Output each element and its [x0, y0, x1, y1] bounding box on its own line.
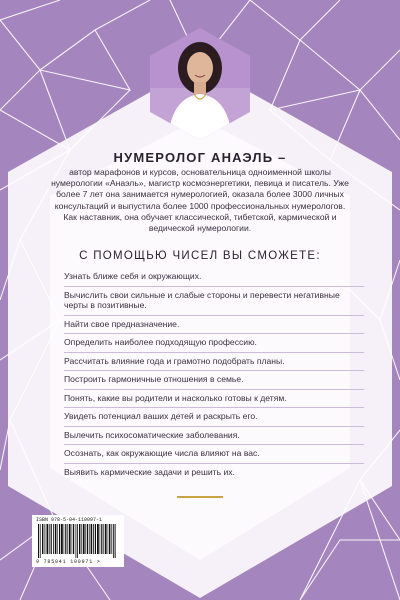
barcode-icon	[38, 524, 118, 558]
list-item: Определить наиболее подходящую профессию.	[64, 334, 364, 353]
list-item: Выявить кармические задачи и решить их.	[64, 466, 235, 477]
isbn-digits: 9 785041 100971 >	[36, 559, 101, 565]
list-item: Рассчитать влияние года и грамотно подобрать планы.	[64, 353, 364, 372]
list-item: Узнать ближе себя и окружающих.	[64, 268, 364, 287]
gold-divider	[177, 496, 223, 498]
list-item: Осознать, как окружающие числа влияют на вас.	[64, 445, 364, 464]
list-item: Вылечить психосоматические заболевания.	[64, 427, 364, 446]
isbn-label: ISBN 978-5-04-110097-1	[36, 517, 103, 523]
list-item: Построить гармоничные отношения в семье.	[64, 371, 364, 390]
author-title: НУМЕРОЛОГ АНАЭЛЬ –	[113, 150, 287, 165]
list-item: Найти свое предназначение.	[64, 316, 364, 335]
benefits-title: С ПОМОЩЬЮ ЧИСЕЛ ВЫ СМОЖЕТЕ:	[79, 250, 321, 262]
author-photo	[150, 28, 250, 140]
benefits-list	[64, 268, 364, 481]
list-item: Понять, какие вы родители и насколько готовы к детям.	[64, 390, 364, 409]
author-bio: автор марафонов и курсов, основательница одноименной школы нумерологии «Анаэль», магистр космоэнергетики, певица и писатель. Уже более 7 лет она занимается нумерологией, оказала более 3000 личных консультаций и выпустила более 1000 профессиональных нумерологов. Как наставник, она обучает классической, тибетской, кармической и ведической нумерологии.	[51, 167, 349, 234]
list-item: Увидеть потенциал ваших детей и раскрыть его.	[64, 408, 364, 427]
list-item: Вычислить свои сильные и слабые стороны и перевести негативные черты в позитивные.	[64, 287, 364, 316]
isbn-barcode-box	[32, 515, 124, 567]
